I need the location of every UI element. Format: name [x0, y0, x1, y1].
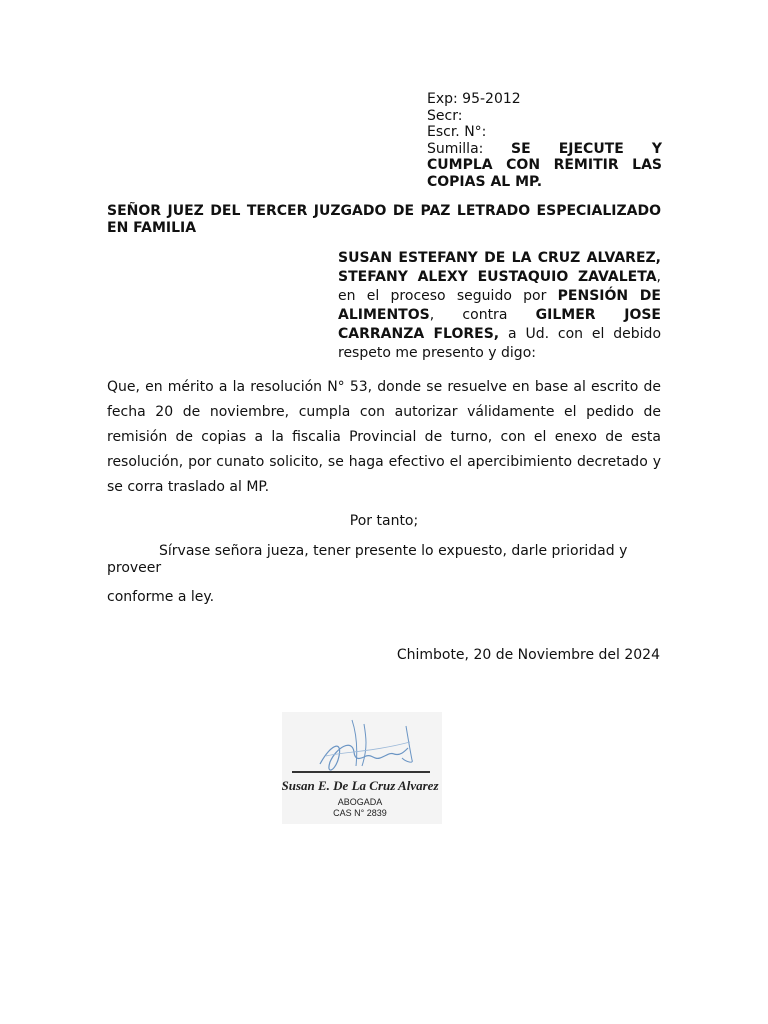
handwritten-signature-image	[282, 712, 442, 824]
petitioner-comma: ,	[656, 269, 661, 285]
addressee-heading: SEÑOR JUEZ DEL TERCER JUZGADO DE PAZ LETRADO ESPECIALIZADO EN FAMILIA	[107, 203, 661, 236]
signature-stamp	[282, 712, 442, 824]
defendant-name: GILMER JOSE CARRANZA FLORES,	[338, 307, 661, 342]
por-tanto-text: Por tanto;	[349, 513, 419, 529]
sumilla-text: SE EJECUTE Y CUMPLA CON REMITIR LAS COPIAS AL MP.	[427, 140, 662, 190]
conforme-line: conforme a ley.	[107, 589, 215, 605]
petitioner-in-process: en el proceso seguido por	[338, 288, 558, 304]
case-secr: Secr:	[427, 107, 463, 124]
petitioner-block	[338, 249, 661, 363]
request-paragraph	[107, 543, 661, 577]
case-sumilla	[427, 141, 662, 191]
signature-name-text: Susan E. De La Cruz Alvarez	[282, 778, 439, 793]
case-type: PENSIÓN DE ALIMENTOS	[338, 288, 661, 323]
petitioner-closing: a Ud. con el debido respeto me presento y digo:	[338, 326, 662, 361]
petitioner-contra: , contra	[429, 307, 536, 323]
signature-registration-text: CAS N° 2839	[333, 808, 387, 818]
place-date: Chimbote, 20 de Noviembre del 2024	[396, 647, 660, 663]
case-escr: Escr. N°:	[427, 124, 487, 141]
petitioner-names: SUSAN ESTEFANY DE LA CRUZ ALVAREZ, STEFANY ALEXY EUSTAQUIO ZAVALETA	[338, 250, 661, 285]
request-text: Sírvase señora jueza, tener presente lo expuesto, darle prioridad y proveer	[107, 543, 628, 576]
por-tanto	[0, 513, 768, 529]
body-paragraph: Que, en mérito a la resolución N° 53, donde se resuelve en base al escrito de fecha 20 de noviembre, cumpla con autorizar válidamente el pedido de remisión de copias a la fiscalia Provincial de turno, con el enexo de esta resolución, por cunato solicito, se haga efectivo el apercibimiento decretado y se corra traslado al MP.	[107, 379, 661, 495]
case-header	[427, 91, 662, 191]
case-exp: Exp: 95-2012	[427, 91, 521, 107]
sumilla-label: Sumilla:	[427, 140, 511, 157]
signature-title-text: ABOGADA	[337, 797, 383, 807]
